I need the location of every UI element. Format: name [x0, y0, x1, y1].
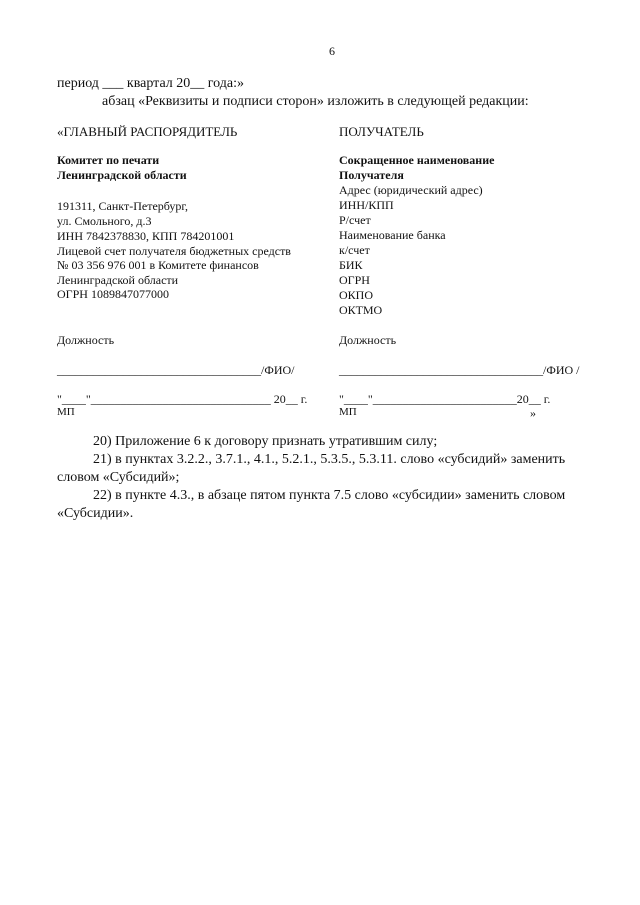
- left-heading: «ГЛАВНЫЙ РАСПОРЯДИТЕЛЬ: [57, 124, 238, 139]
- intro-line-2: абзац «Реквизиты и подписи сторон» изложить в следующей редакции:: [102, 94, 529, 109]
- item-22-line-1: 22) в пункте 4.3., в абзаце пятом пункта 7.5 слово «субсидии» заменить словом: [93, 488, 566, 503]
- page-number: 6: [329, 44, 335, 58]
- right-name-line-1: Сокращенное наименование: [339, 153, 495, 167]
- right-stamp-label: МП: [339, 406, 357, 418]
- right-field-address: Адрес (юридический адрес): [339, 183, 483, 197]
- left-detail-ogrn: ОГРН 1089847077000: [57, 287, 169, 301]
- right-position-label: Должность: [339, 333, 397, 347]
- left-detail-account: № 03 356 976 001 в Комитете финансов: [57, 258, 259, 272]
- closing-quote: »: [530, 406, 536, 420]
- left-org-line-1: Комитет по печати: [57, 153, 160, 167]
- left-position-label: Должность: [57, 333, 115, 347]
- left-stamp-label: МП: [57, 406, 75, 418]
- right-signature-line: __________________________________/ФИО /: [339, 363, 580, 377]
- item-22-line-2: «Субсидии».: [57, 506, 134, 521]
- right-field-oktmo: ОКТМО: [339, 303, 383, 317]
- right-field-account: Р/счет: [339, 213, 371, 227]
- left-date-line: "____"______________________________ 20__ г.: [57, 392, 308, 406]
- right-field-okpo: ОКПО: [339, 288, 374, 302]
- right-heading: ПОЛУЧАТЕЛЬ: [339, 124, 424, 139]
- right-field-bank: Наименование банка: [339, 228, 446, 242]
- right-field-ogrn: ОГРН: [339, 273, 370, 287]
- item-21-line-2: словом «Субсидий»;: [57, 470, 180, 485]
- right-date-line: "____"________________________20__ г.: [339, 392, 551, 406]
- left-org-line-2: Ленинградской области: [57, 168, 187, 182]
- left-signature-line: __________________________________/ФИО/: [57, 363, 295, 377]
- left-detail-account-label: Лицевой счет получателя бюджетных средств: [57, 244, 291, 258]
- right-field-corr-account: к/счет: [339, 243, 370, 257]
- right-field-inn: ИНН/КПП: [339, 198, 394, 212]
- left-detail-address2: ул. Смольного, д.3: [57, 214, 152, 228]
- left-detail-inn: ИНН 7842378830, КПП 784201001: [57, 229, 235, 243]
- item-21-line-1: 21) в пунктах 3.2.2., 3.7.1., 4.1., 5.2.1., 5.3.5., 5.3.11. слово «субсидий» заменить: [93, 452, 566, 467]
- right-field-bik: БИК: [339, 258, 363, 272]
- item-20: 20) Приложение 6 к договору признать утратившим силу;: [93, 434, 438, 449]
- intro-line-1: период ___ квартал 20__ года:»: [57, 76, 245, 91]
- left-detail-region: Ленинградской области: [57, 273, 179, 287]
- left-detail-address1: 191311, Санкт-Петербург,: [57, 199, 188, 213]
- right-name-line-2: Получателя: [339, 168, 404, 182]
